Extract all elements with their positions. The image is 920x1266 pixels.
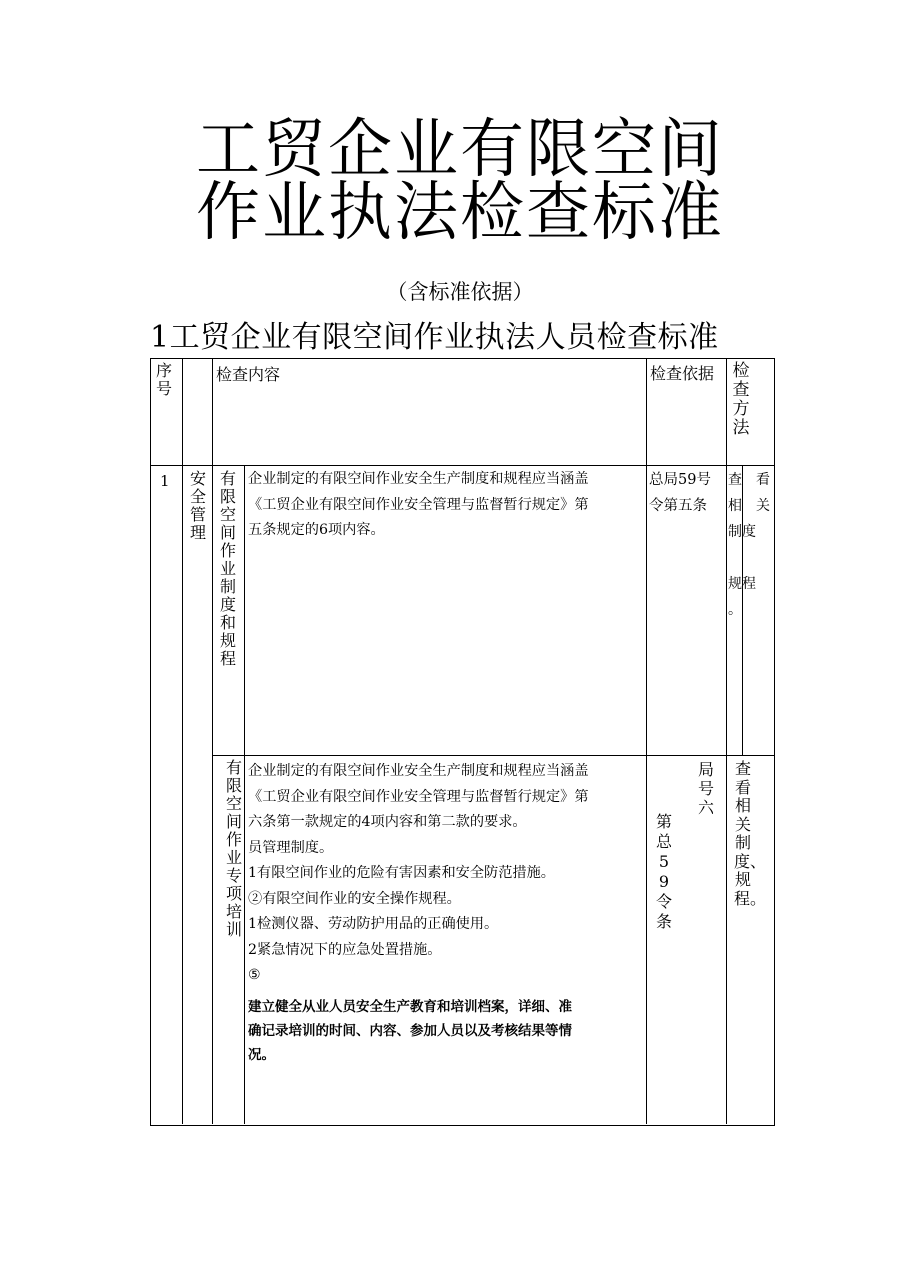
row-category: 安全管理 [189,469,206,542]
content-line: 企业制定的有限空间作业安全生产制度和规程应当涵盖 [248,763,589,779]
item1-basis [649,467,725,519]
method-line [728,545,774,571]
section-title: 1工贸企业有限空间作业执法人员检查标准 [150,320,719,355]
content-line: 1有限空间作业的危险有害因素和安全防范措施。 [248,865,555,881]
method-line: 相 关 [728,498,770,514]
method-line: 查 看 [728,472,770,488]
content-line: ⑤ [248,967,261,983]
basis-line: 总局59号 [649,472,711,488]
content-line: 《工贸企业有限空间作业安全管理与监督暂行规定》第 [248,496,589,513]
document-title-line2: 作业执法检查标准 [196,176,724,250]
content-line: 《工贸企业有限空间作业安全管理与监督暂行规定》第 [248,788,589,805]
content-bold-line: 况。 [248,1046,275,1063]
item1-content [248,467,644,544]
row-seq: 1 [160,472,170,490]
content-line: 五条规定的6项内容。 [248,522,385,538]
content-line: 2紧急情况下的应急处置措施。 [248,941,442,958]
content-line: 六条第一款规定的4项内容和第二款的要求。 [248,814,527,830]
content-line: ②有限空间作业的安全操作规程。 [248,890,461,907]
method-line: 。 [728,602,742,618]
document-title-line1: 工贸企业有限空间 [196,113,724,187]
method-line: 制度 [728,524,756,540]
item2-subject: 有限空间作业专项培训 [225,758,242,939]
document-subtitle: （含标准依据） [386,280,534,304]
item2-basis-a: 局号六 [697,760,714,817]
header-method: 检查方法 [732,361,750,438]
content-line: 员管理制度。 [248,839,334,856]
method-line: 规程 [728,576,756,592]
header-basis: 检查依据 [650,364,715,383]
header-seq: 序号 [155,361,172,398]
item1-subject: 有限空间作业制度和规程 [219,469,236,668]
content-bold-line: 确记录培训的时间、内容、参加人员以及考核结果等情 [248,1022,572,1039]
item2-content [248,759,644,1067]
content-line: 企业制定的有限空间作业安全生产制度和规程应当涵盖 [248,471,589,487]
item2-method: 查看相关制度、规程。 [734,759,767,908]
item1-method [728,467,774,623]
item2-basis-b: 第总59令条 [655,812,672,931]
basis-line: 令第五条 [649,498,707,514]
header-content: 检查内容 [216,365,281,384]
content-line: 1检测仪器、劳动防护用品的正确使用。 [248,916,499,932]
content-bold-line: 建立健全从业人员安全生产教育和培训档案，详细、准 [248,998,572,1015]
